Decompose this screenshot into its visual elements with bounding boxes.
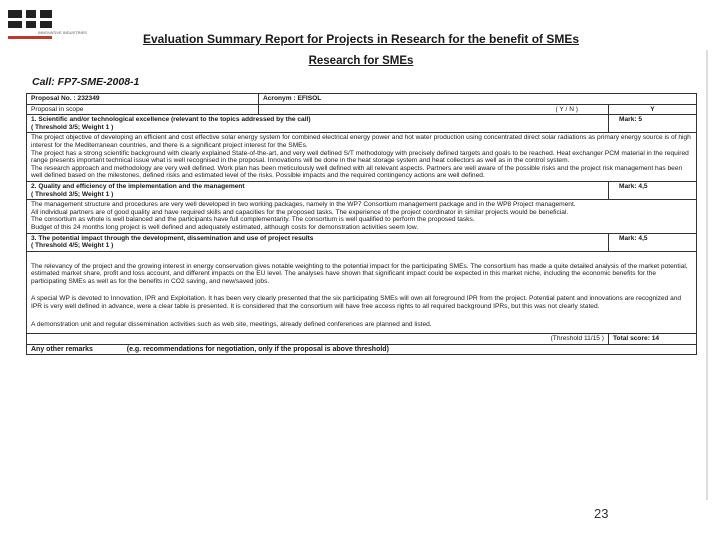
criterion-header-row xyxy=(27,115,697,133)
criterion-mark: Mark: 4,5 xyxy=(609,233,697,251)
criterion-paragraph: All individual partners are of good quality and have required skills and capacities for the proposed tasks. The experience of the project coordinator in similar projects would be beneficial. xyxy=(31,208,569,216)
criterion-paragraph: A special WP is devoted to Innovation, IPR and Exploitation. It has been very clearly presented that the six participating SMEs will own all foreground IPR from the project. Potential patent and innovations are recognized and IPR is very well defined in advance, were a clear table is presented. It is considered that the consortium will have free access rights to all required background IPRs, but this was not clearly stated. xyxy=(31,295,682,311)
scope-value: Y xyxy=(609,104,697,115)
criterion-threshold: ( Threshold 4/5; Weight 1 ) xyxy=(31,242,114,250)
proposal-row xyxy=(27,94,697,105)
criterion-title: 2. Quality and efficiency of the implementation and the management xyxy=(31,182,245,190)
report-title: Evaluation Summary Report for Projects in Research for the benefit of SMEs xyxy=(142,32,580,46)
criterion-paragraph: The relevancy of the project and the growing interest in energy conservation gives notable weighting to the potential impact for the participating SMEs. The consortium has made a quite detailed analysis of the market potential, estimated market share, profit and loss account, and different impacts on the EU level. The analyses have shown that significant impact could be expected in this market niche, including the economic benefits for the participating SMEs as well as for the benefits in CO2 saving, and new/saved jobs. xyxy=(31,262,688,285)
criterion-title: 1. Scientific and/or technological excellence (relevant to the topics addressed by the call) xyxy=(31,116,311,124)
criterion-heading xyxy=(27,115,609,133)
logo-block xyxy=(40,10,52,18)
total-threshold: (Threshold 11/15 ) xyxy=(27,334,609,345)
criterion-mark: Mark: 4,5 xyxy=(609,181,697,199)
total-score: Total score: 14 xyxy=(609,334,697,345)
logo-block xyxy=(8,21,22,28)
criterion-title: 3. The potential impact through the development, dissemination and use of project results xyxy=(31,234,314,242)
criterion-paragraph: The project objective of developing an efficient and cost effective solar energy system for combined electrical energy power and hot water production using concentrated direct solar radiations as primary energy source is of high interest for the Mediterranean countries, and there is a significant project interest for the SMEs. xyxy=(31,134,691,149)
criterion-body-row xyxy=(27,251,697,334)
criterion-paragraph: A demonstration unit and regular dissemination activities such as web site, meetings, already defined conferences are planned and listed. xyxy=(31,320,432,328)
page-number: 23 xyxy=(594,506,609,521)
evaluation-table xyxy=(26,93,697,355)
criterion-body-row xyxy=(27,133,697,182)
scope-row xyxy=(27,104,697,115)
scope-label: Proposal in scope xyxy=(27,104,259,115)
criterion-paragraph: The project has a strong scientific background with clearly explained State-of-the-art, and very well defined S/T methodology with precisely defined targets and goals to be reached. Heat exchanger PCM material in the required range presents important technical issue what is well recognised in the proposal. Innovations will be done in the heat storage system and heat collectors as well as in the control system. xyxy=(31,149,689,165)
document xyxy=(26,28,696,506)
criterion-body xyxy=(27,251,697,334)
logo-block xyxy=(8,10,22,18)
proposal-number: Proposal No. : 232349 xyxy=(27,94,259,105)
criterion-mark: Mark: 5 xyxy=(609,115,697,133)
criterion-body xyxy=(27,200,697,233)
criterion-paragraph: The research approach and methodology are very well defined. Work plan has been meticulously well defined with all relevant aspects. Partners are well aware of the possible risks and the project risk management has been well defined based on the milestones, defined risks and estimated level of the risks. Possible impacts and the required contingency actions are well defined. xyxy=(31,164,683,180)
remarks-label: Any other remarks xyxy=(31,345,93,353)
criterion-threshold: ( Threshold 3/5; Weight 1 ) xyxy=(31,123,114,131)
criterion-threshold: ( Threshold 3/5; Weight 1 ) xyxy=(31,190,114,198)
criterion-body xyxy=(27,133,697,182)
logo-block xyxy=(26,10,36,18)
logo-text: INNOVATIVE INDUSTRIES xyxy=(38,30,87,35)
criterion-paragraph: The consortium as whole is well balanced and the participants have full complementarity. The consortium is well qualified to perform the proposed tasks. xyxy=(31,216,475,224)
call-identifier: Call: FP7-SME-2008-1 xyxy=(32,76,140,88)
criterion-header-row xyxy=(27,233,697,251)
logo-block xyxy=(26,21,36,28)
total-row xyxy=(27,334,697,345)
remarks-cell xyxy=(27,344,697,355)
logo-block xyxy=(40,21,52,28)
proposal-acronym: Acronym : EFISOL xyxy=(259,94,697,105)
criterion-heading xyxy=(27,233,609,251)
criterion-paragraph: The management structure and procedures are very well developed in two working packages, namely in the WP7 Consortium management package and in the WP8 Project management. xyxy=(31,201,576,209)
remarks-note: (e.g. recommendations for negotiation, only if the proposal is above threshold) xyxy=(126,345,389,353)
criterion-body-row xyxy=(27,200,697,233)
remarks-row xyxy=(27,344,697,355)
criterion-heading xyxy=(27,181,609,199)
page-edge-shadow xyxy=(706,50,708,500)
report-subtitle: Research for SMEs xyxy=(308,55,414,67)
scope-yn: ( Y / N ) xyxy=(259,104,609,115)
criterion-paragraph: Budget of this 24 months long project is well defined and adequately estimated, although costs for demonstration activities seem low. xyxy=(31,223,419,231)
criterion-header-row xyxy=(27,181,697,199)
